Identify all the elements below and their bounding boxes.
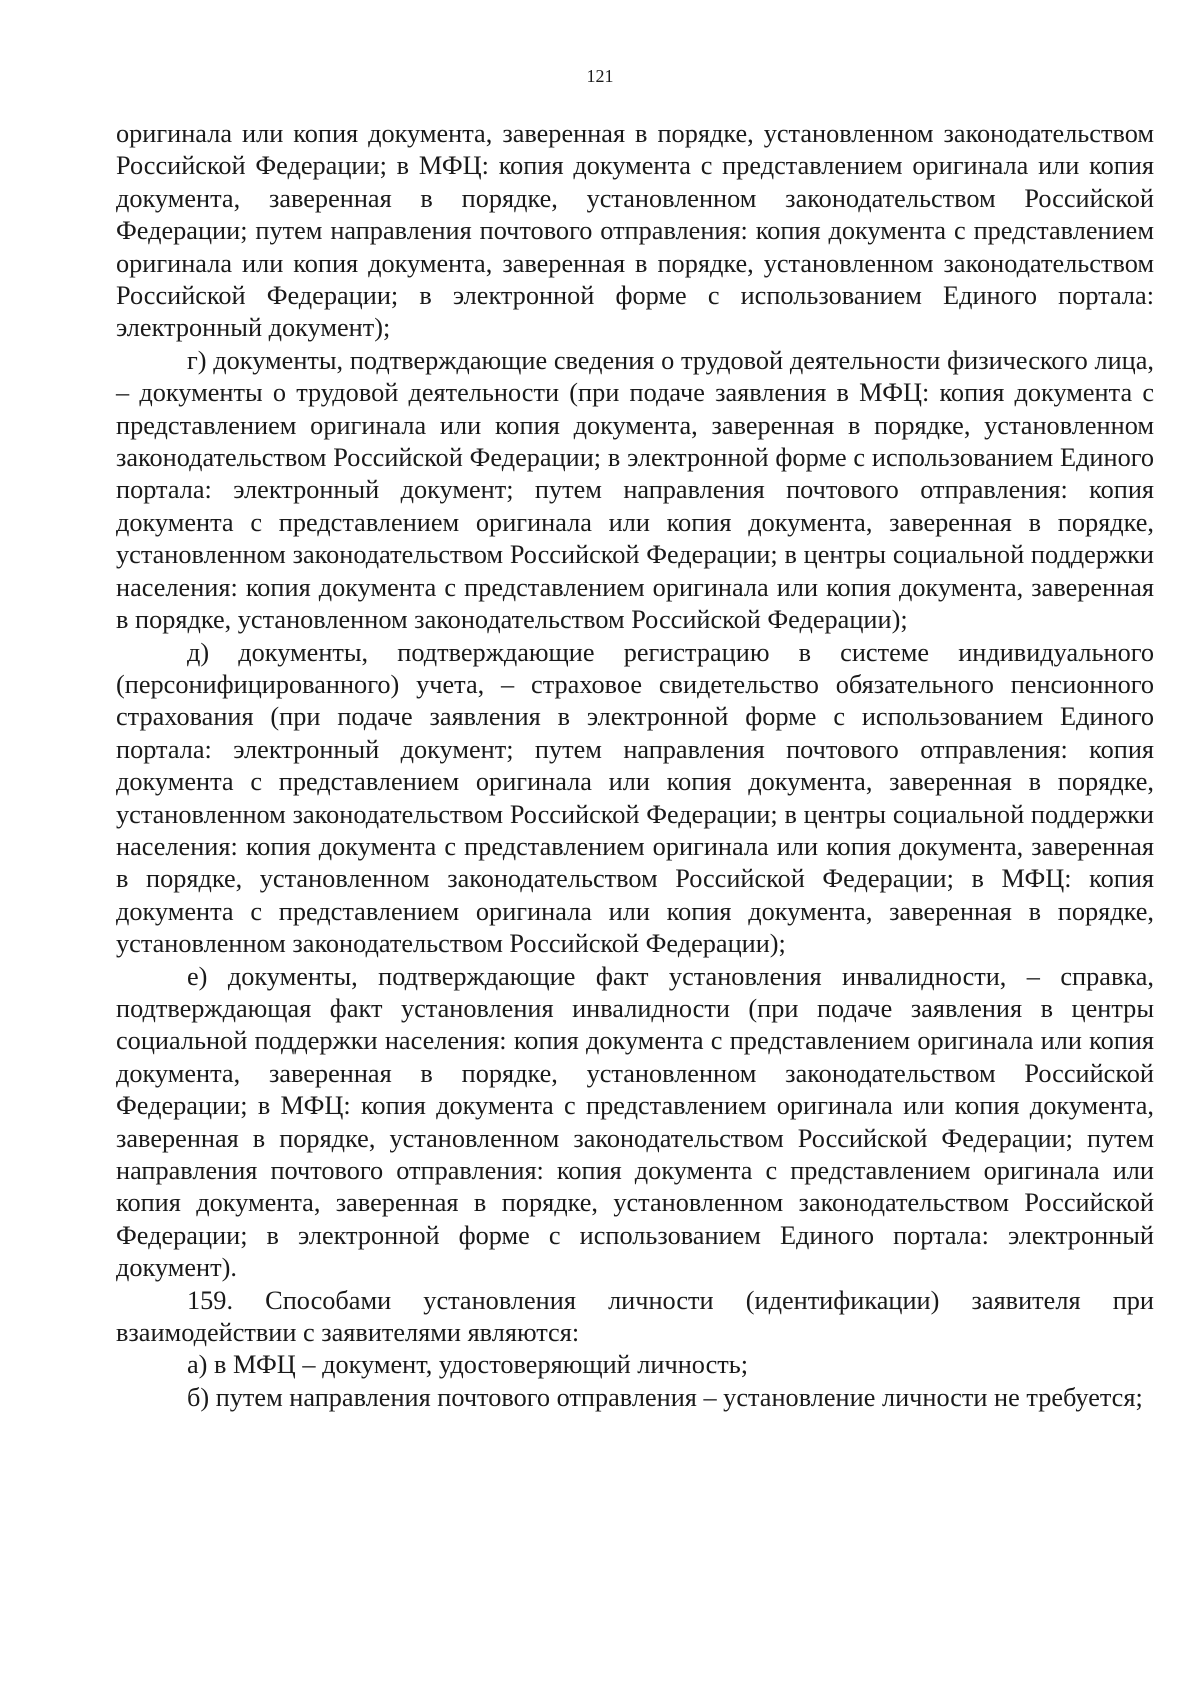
document-body bbox=[116, 118, 1154, 1414]
paragraph-item-e: е) документы, подтверждающие факт установления инвалидности, – справка, подтверждающая факт установления инвалидности (при подаче заявления в центры социальной поддержки населения: копия документа с представлением оригинала или копия документа, заверенная в порядке, установленном законодательством Российской Федерации; в МФЦ: копия документа с представлением оригинала или копия документа, заверенная в порядке, установленном законодательством Российской Федерации; путем направления почтового отправления: копия документа с представлением оригинала или копия документа, заверенная в порядке, установленном законодательством Российской Федерации; в электронной форме с использованием Единого портала: электронный документ). bbox=[116, 961, 1154, 1283]
paragraph-item-g: г) документы, подтверждающие сведения о трудовой деятельности физического лица, – документы о трудовой деятельности (при подаче заявления в МФЦ: копия документа с представлением оригинала или копия документа, заверенная в порядке, установленном законодательством Российской Федерации; в электронной форме с использованием Единого портала: электронный документ; путем направления почтового отправления: копия документа с представлением оригинала или копия документа, заверенная в порядке, установленном законодательством Российской Федерации; в центры социальной поддержки населения: копия документа с представлением оригинала или копия документа, заверенная в порядке, установленном законодательством Российской Федерации); bbox=[116, 345, 1154, 635]
page-number: 121 bbox=[586, 66, 614, 86]
paragraph-item-d: д) документы, подтверждающие регистрацию в системе индивидуального (персонифицированного) учета, – страховое свидетельство обязательного пенсионного страхования (при подаче заявления в электронной форме с использованием Единого портала: электронный документ; путем направления почтового отправления: копия документа с представлением оригинала или копия документа, заверенная в порядке, установленном законодательством Российской Федерации; в центры социальной поддержки населения: копия документа с представлением оригинала или копия документа, заверенная в порядке, установленном законодательством Российской Федерации; в МФЦ: копия документа с представлением оригинала или копия документа, заверенная в порядке, установленном законодательством Российской Федерации); bbox=[116, 637, 1154, 959]
paragraph-continuation: оригинала или копия документа, заверенная в порядке, установленном законодательством Российской Федерации; в МФЦ: копия документа с представлением оригинала или копия документа, заверенная в порядке, установленном законодательством Российской Федерации; путем направления почтового отправления: копия документа с представлением оригинала или копия документа, заверенная в порядке, установленном законодательством Российской Федерации; в электронной форме с использованием Единого портала: электронный документ); bbox=[116, 119, 1154, 343]
paragraph-item-a: а) в МФЦ – документ, удостоверяющий личность; bbox=[187, 1350, 749, 1380]
paragraph-item-b: б) путем направления почтового отправления – установление личности не требуется; bbox=[187, 1382, 1143, 1412]
paragraph-section-159: 159. Способами установления личности (идентификации) заявителя при взаимодействии с заявителями являются: bbox=[116, 1285, 1154, 1348]
